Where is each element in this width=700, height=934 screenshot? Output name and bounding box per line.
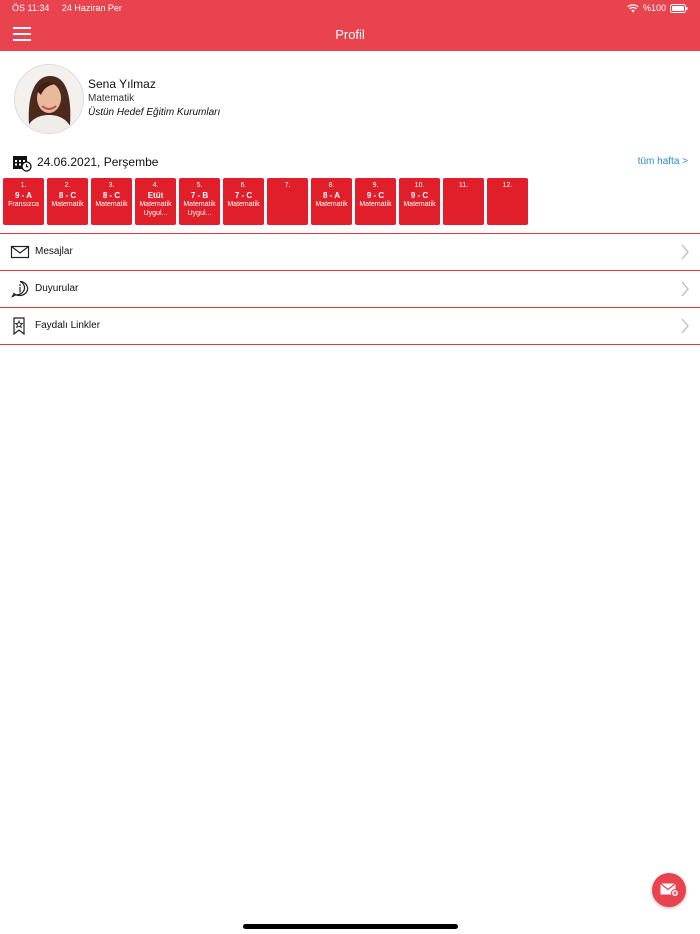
info-icon [10, 280, 30, 298]
avatar [14, 64, 84, 134]
chevron-right-icon [680, 244, 690, 260]
compose-message-button[interactable] [652, 873, 686, 907]
avatar-image [15, 65, 83, 133]
wifi-icon [627, 4, 639, 13]
lesson-class: 9 - A [14, 191, 33, 200]
status-bar-left [12, 3, 132, 13]
battery-icon [670, 4, 688, 13]
menu-item-announcements[interactable] [0, 270, 700, 307]
lesson-class: 7 - B [190, 191, 209, 200]
lesson-subject: Matematik [227, 201, 260, 208]
profile-school: Üstün Hedef Eğitim Kurumları [88, 107, 221, 118]
menu-item-label: Mesajlar [35, 246, 73, 257]
menu-item-label: Duyurular [35, 283, 79, 294]
lesson-subject: Matematik Uygul... [183, 201, 216, 217]
lesson-slot-9[interactable] [355, 178, 396, 225]
lesson-number: 3. [108, 182, 115, 189]
lesson-class: 8 - C [102, 191, 121, 200]
lesson-subject: Fransızca [8, 201, 39, 208]
menu-item-useful-links[interactable] [0, 307, 700, 345]
battery-percent: %100 [642, 3, 666, 13]
lesson-slot-2[interactable] [47, 178, 88, 225]
lesson-number: 6. [240, 182, 247, 189]
page-title: Profil [335, 27, 365, 42]
lesson-slot-10[interactable] [399, 178, 440, 225]
profile-branch: Matematik [88, 93, 135, 104]
lesson-number: 10. [414, 182, 425, 189]
lesson-class: 8 - A [322, 191, 341, 200]
lesson-subject: Matematik Uygul... [139, 201, 172, 217]
lesson-subject: Matematik [315, 201, 348, 208]
chevron-right-icon [680, 281, 690, 297]
lesson-strip [3, 178, 528, 226]
lesson-slot-8[interactable] [311, 178, 352, 225]
lesson-slot-12[interactable] [487, 178, 528, 225]
lesson-subject: Matematik [95, 201, 128, 208]
lesson-class: 7 - C [234, 191, 253, 200]
top-bar [0, 0, 700, 51]
lesson-number: 12. [502, 182, 513, 189]
envelope-icon [10, 243, 30, 261]
schedule-date: 24.06.2021, Perşembe [37, 155, 159, 169]
lesson-slot-7[interactable] [267, 178, 308, 225]
lesson-subject: Matematik [51, 201, 84, 208]
lesson-number: 4. [152, 182, 159, 189]
lesson-slot-5[interactable] [179, 178, 220, 225]
lesson-number: 9. [372, 182, 379, 189]
lesson-slot-3[interactable] [91, 178, 132, 225]
envelope-add-icon [660, 883, 679, 897]
menu-item-messages[interactable] [0, 233, 700, 270]
bookmark-star-icon [10, 317, 30, 335]
lesson-subject: Matematik [403, 201, 436, 208]
lesson-number: 7. [284, 182, 291, 189]
profile-card [14, 64, 614, 134]
lesson-slot-6[interactable] [223, 178, 264, 225]
lesson-number: 11. [458, 182, 469, 189]
lesson-number: 5. [196, 182, 203, 189]
status-time: ÖS 11:34 [12, 3, 50, 13]
lesson-slot-11[interactable] [443, 178, 484, 225]
home-indicator [243, 924, 458, 929]
status-bar-right [627, 3, 688, 13]
menu-list [0, 233, 700, 345]
calendar-clock-icon [12, 154, 32, 172]
lesson-number: 8. [328, 182, 335, 189]
lesson-number: 2. [64, 182, 71, 189]
profile-name: Sena Yılmaz [88, 77, 156, 91]
full-week-link[interactable]: tüm hafta > [637, 156, 688, 167]
lesson-slot-1[interactable] [3, 178, 44, 225]
lesson-class: 9 - C [410, 191, 429, 200]
menu-item-label: Faydalı Linkler [35, 320, 101, 331]
lesson-class: 9 - C [366, 191, 385, 200]
lesson-subject: Matematik [359, 201, 392, 208]
schedule-header [12, 154, 692, 172]
status-date: 24 Haziran Per [61, 3, 122, 13]
chevron-right-icon [680, 318, 690, 334]
lesson-number: 1. [20, 182, 27, 189]
lesson-class: 8 - C [58, 191, 77, 200]
lesson-slot-4[interactable] [135, 178, 176, 225]
lesson-class: Etüt [147, 191, 164, 200]
